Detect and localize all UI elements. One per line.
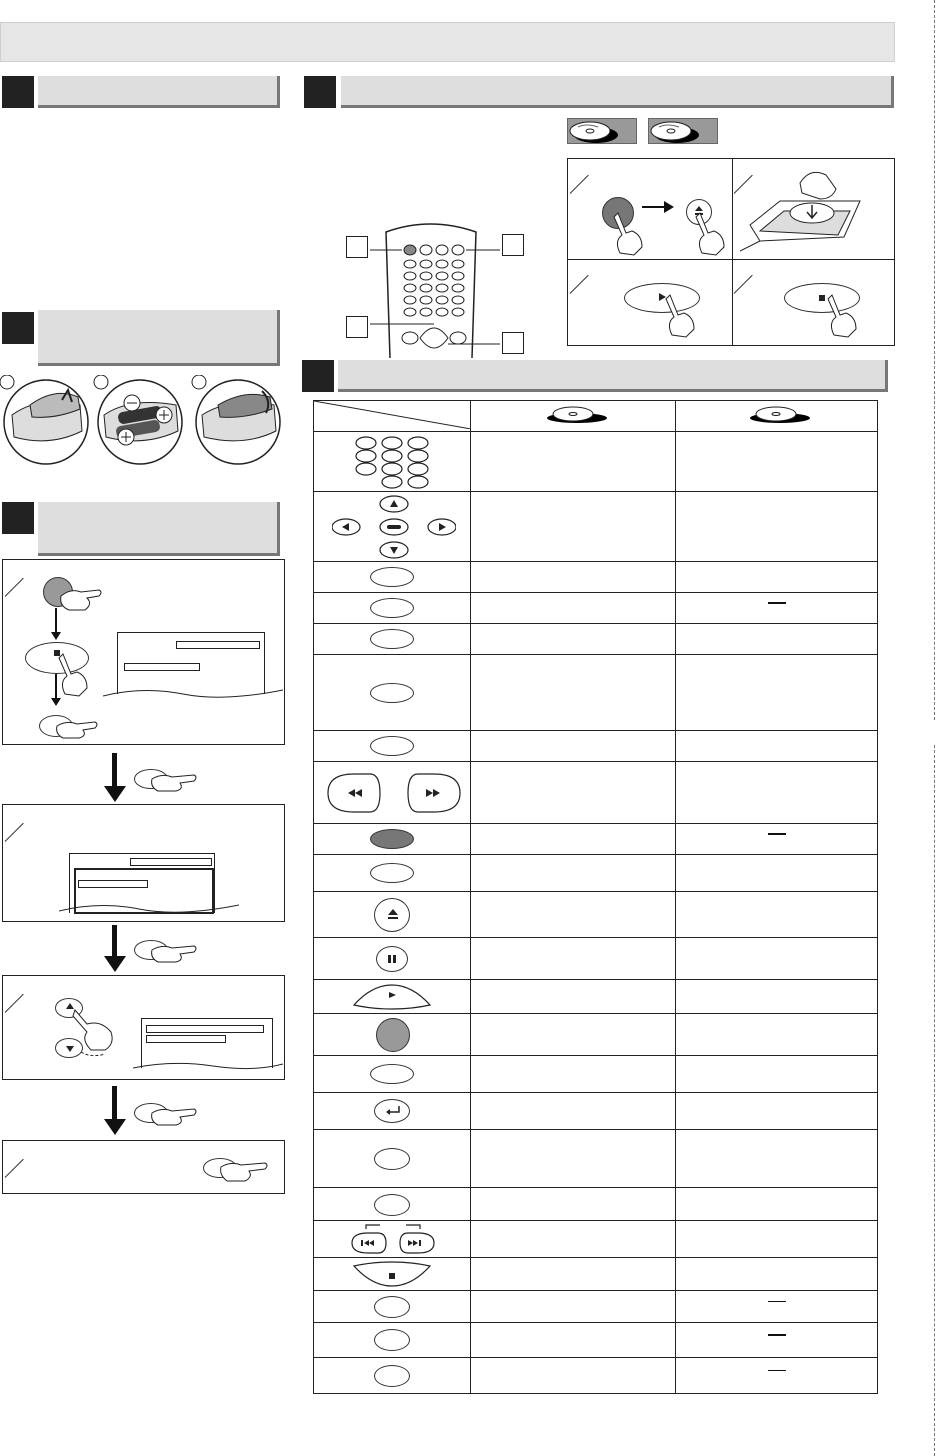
table-row bbox=[314, 1130, 878, 1188]
remote-button-icon bbox=[370, 1064, 414, 1084]
setup-step-2-panel bbox=[2, 804, 285, 922]
table-row bbox=[314, 1014, 878, 1056]
table-row bbox=[314, 562, 878, 593]
remote-button-icon bbox=[370, 863, 414, 883]
setup-step-3-panel bbox=[2, 975, 285, 1080]
header-dvd-cell bbox=[470, 401, 676, 432]
section-number-block bbox=[2, 76, 34, 108]
remote-button-icon bbox=[370, 683, 414, 703]
skip-buttons-icon bbox=[348, 1223, 438, 1255]
section-title-loading bbox=[38, 76, 280, 108]
stop-button-icon bbox=[352, 1260, 432, 1288]
hand-press-icon bbox=[612, 211, 646, 257]
hand-press-icon bbox=[150, 769, 198, 793]
table-row bbox=[314, 938, 878, 980]
hand-press-icon bbox=[150, 940, 198, 964]
table-row bbox=[314, 1258, 878, 1291]
callout-box bbox=[346, 236, 368, 258]
not-applicable-dash bbox=[768, 602, 786, 604]
table-row bbox=[314, 980, 878, 1014]
table-row bbox=[314, 762, 878, 824]
rewind-fastforward-icon bbox=[324, 770, 464, 816]
hand-press-icon bbox=[826, 293, 866, 341]
table-row bbox=[314, 892, 878, 938]
table-row bbox=[314, 593, 878, 624]
cut-line-lower bbox=[934, 745, 935, 1456]
remote-button-icon bbox=[374, 1194, 410, 1216]
remote-button-icon bbox=[374, 1148, 410, 1170]
not-applicable-dash bbox=[768, 1334, 786, 1336]
table-row bbox=[314, 432, 878, 492]
remote-button-icon bbox=[370, 829, 414, 849]
dvd-disc-icon bbox=[567, 118, 637, 144]
setup-step-4-panel bbox=[2, 1140, 285, 1194]
osd-field bbox=[124, 663, 200, 671]
number-keys-icon bbox=[352, 435, 432, 489]
cd-disc-icon bbox=[742, 405, 812, 425]
table-row bbox=[314, 1291, 878, 1323]
table-row bbox=[314, 492, 878, 562]
callout-box bbox=[346, 316, 368, 338]
hand-press-icon bbox=[59, 582, 103, 612]
section-number-block bbox=[2, 312, 34, 344]
remote-button-icon bbox=[374, 1365, 410, 1387]
callout-box bbox=[502, 234, 524, 256]
cut-line-upper bbox=[934, 0, 935, 720]
section-title-controls bbox=[338, 360, 888, 392]
dvd-disc-icon bbox=[539, 405, 609, 425]
remote-button-icon bbox=[370, 736, 414, 756]
section-number-block bbox=[304, 76, 336, 108]
section-title-setup bbox=[38, 502, 280, 556]
table-row bbox=[314, 624, 878, 655]
table-row bbox=[314, 1056, 878, 1093]
remote-button-icon bbox=[370, 567, 414, 587]
hand-press-icon bbox=[694, 211, 728, 257]
header-corner-cell bbox=[314, 401, 471, 432]
section-title-playback bbox=[341, 76, 894, 108]
battery-step-3-image bbox=[196, 380, 280, 464]
setup-step-1-panel bbox=[2, 559, 285, 745]
table-row bbox=[314, 1323, 878, 1358]
not-applicable-dash bbox=[768, 1301, 786, 1303]
table-row bbox=[314, 1221, 878, 1258]
table-row bbox=[314, 1188, 878, 1221]
hand-press-icon bbox=[664, 293, 704, 341]
not-applicable-dash bbox=[768, 833, 786, 835]
table-row bbox=[314, 655, 878, 731]
table-row bbox=[314, 1358, 878, 1394]
table-row bbox=[314, 1093, 878, 1130]
table-row bbox=[314, 824, 878, 855]
section-number-block bbox=[302, 360, 334, 392]
hand-press-icon bbox=[219, 1157, 269, 1183]
hand-press-icon bbox=[55, 716, 99, 740]
remote-button-icon bbox=[374, 1296, 410, 1318]
callout-box bbox=[502, 332, 524, 354]
battery-step-2-image bbox=[98, 380, 182, 464]
cursor-keys-icon bbox=[332, 494, 456, 560]
remote-button-icon bbox=[370, 629, 414, 649]
header-cd-cell bbox=[676, 401, 878, 432]
playback-steps-grid bbox=[567, 158, 895, 346]
page-banner bbox=[0, 22, 895, 62]
section-title-battery bbox=[38, 310, 280, 366]
hand-press-icon bbox=[150, 1103, 198, 1127]
battery-step-1-image bbox=[4, 380, 88, 464]
return-button-icon bbox=[374, 1099, 410, 1123]
button-functions-table bbox=[313, 400, 878, 1394]
remote-button-icon bbox=[374, 1329, 410, 1351]
table-row bbox=[314, 731, 878, 762]
disc-tray-illustration bbox=[740, 165, 890, 255]
hand-press-icon bbox=[71, 1004, 121, 1060]
open-close-button-icon bbox=[374, 898, 410, 932]
pause-button-icon bbox=[376, 946, 408, 972]
cd-disc-icon bbox=[648, 118, 718, 144]
battery-install-illustrations bbox=[0, 375, 290, 467]
osd-field bbox=[176, 641, 260, 649]
section-number-block bbox=[2, 502, 34, 534]
table-header-row bbox=[314, 401, 878, 432]
play-button-icon bbox=[352, 983, 432, 1011]
hand-press-icon bbox=[57, 652, 91, 698]
power-button-icon bbox=[376, 1018, 410, 1052]
table-row bbox=[314, 855, 878, 892]
remote-button-icon bbox=[370, 598, 414, 618]
setup-screen-display bbox=[117, 632, 265, 694]
not-applicable-dash bbox=[768, 1370, 786, 1372]
